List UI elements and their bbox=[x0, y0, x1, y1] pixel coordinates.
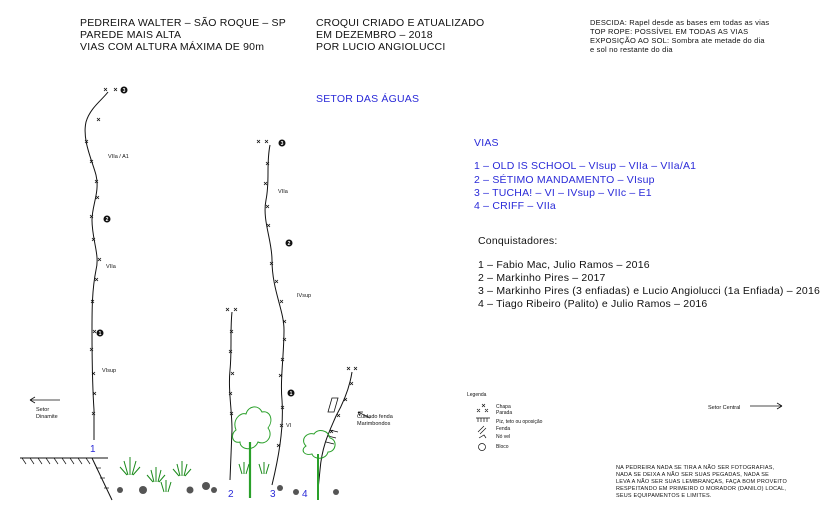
route-number-1: 1 bbox=[90, 444, 96, 455]
conqueror-item-4: 4 – Tiago Ribeiro (Palito) e Julio Ramos – 2016 bbox=[478, 298, 708, 310]
crack-icon bbox=[328, 398, 338, 412]
routes-heading: VIAS bbox=[474, 137, 499, 149]
footer-line-5: SEUS EQUIPAMENTOS E LIMITES. bbox=[616, 493, 712, 499]
pitch-markers bbox=[97, 87, 295, 397]
route-number-4: 4 bbox=[302, 489, 308, 500]
grade-r3-top: VIIa bbox=[278, 189, 288, 195]
footer-line-1: NA PEDREIRA NADA SE TIRA A NÃO SER FOTOGRAFIAS, bbox=[616, 465, 775, 471]
warning-label-2: Marimbondos bbox=[357, 421, 391, 427]
footer-line-2: NADA SE DEIXA A NÃO SER SUAS PEGADAS, NADA SE bbox=[616, 472, 769, 478]
sun-exposure-info-2: e sol no restante do dia bbox=[590, 45, 673, 54]
footer-line-3: LEVA A NÃO SER SUAS LEMBRANÇAS, FAÇA BOM PROVEITO bbox=[616, 479, 787, 485]
footer-line-4: RESPEITANDO EM PRIMEIRO O MORADOR (DANILO) LOCAL, bbox=[616, 486, 787, 492]
grade-r1-low: VIsup bbox=[102, 368, 117, 374]
ground-hatching bbox=[22, 458, 109, 488]
route-number-3: 3 bbox=[270, 489, 276, 500]
legend-label-fenda: Fenda bbox=[496, 426, 511, 432]
grade-r3-low: VI bbox=[286, 423, 292, 429]
left-sector-label-2: Dinamite bbox=[36, 414, 58, 420]
legend-label-parada: Parada bbox=[496, 410, 513, 416]
route-1-line bbox=[85, 92, 108, 440]
pitch-label-r1-3: 3 bbox=[122, 88, 126, 94]
sector-title: SETOR DAS ÁGUAS bbox=[316, 93, 420, 105]
legend-title: Legenda bbox=[467, 392, 487, 398]
route-item-3: 3 – TUCHA! – VI – IVsup – VIIc – E1 bbox=[474, 187, 652, 199]
roof-icon bbox=[476, 418, 490, 422]
route-item-1: 1 – OLD IS SCHOOL – VIsup – VIIa – VIIa/A1 bbox=[474, 160, 697, 172]
trees bbox=[233, 407, 336, 500]
max-height-note: VIAS COM ALTURA MÁXIMA DE 90m bbox=[80, 41, 265, 53]
knot-icon bbox=[479, 435, 486, 438]
descent-info: DESCIDA: Rapel desde as bases em todas as vias bbox=[590, 18, 770, 27]
conqueror-item-3: 3 – Markinho Pires (3 enfiadas) e Lucio Angiolucci (1a Enfiada) – 2016 bbox=[478, 285, 821, 297]
anchor-icon bbox=[477, 409, 488, 412]
credits-line-2: EM DEZEMBRO – 2018 bbox=[316, 29, 433, 41]
pitch-label-r3-3: 3 bbox=[280, 141, 284, 147]
legend-label-bloco: Bloco bbox=[496, 444, 509, 450]
crag-title: PEDREIRA WALTER – SÃO ROQUE – SP bbox=[80, 17, 286, 29]
legend-label-chapa: Chapa bbox=[496, 404, 511, 410]
grade-r1-top: VIIa / A1 bbox=[108, 154, 129, 160]
left-sector-label-1: Setor bbox=[36, 407, 50, 413]
route-number-2: 2 bbox=[228, 489, 234, 500]
pitch-label-r1-2: 2 bbox=[105, 217, 109, 223]
legend-label-teto: Piz, teto ou oposição bbox=[496, 419, 543, 425]
left-arrow-icon bbox=[30, 397, 60, 403]
bolt-marks bbox=[85, 88, 357, 447]
route-item-4: 4 – CRIFF – VIIa bbox=[474, 200, 556, 212]
block-icon bbox=[479, 444, 486, 451]
route-4-features bbox=[326, 398, 338, 444]
conquerors-heading: Conquistadores: bbox=[478, 235, 558, 247]
pitch-label-r3-2: 2 bbox=[287, 241, 291, 247]
conqueror-item-2: 2 – Markinho Pires – 2017 bbox=[478, 272, 606, 284]
crack-legend-icon bbox=[478, 426, 486, 434]
right-arrow-icon bbox=[750, 403, 782, 409]
conqueror-item-1: 1 – Fabio Mac, Julio Ramos – 2016 bbox=[478, 259, 650, 271]
route-item-2: 2 – SÉTIMO MANDAMENTO – VIsup bbox=[474, 174, 655, 186]
grade-r1-mid: VIIa bbox=[106, 264, 116, 270]
grade-r3-mid: IVsup bbox=[297, 293, 312, 299]
credits-line-1: CROQUI CRIADO E ATUALIZADO bbox=[316, 17, 485, 29]
legend bbox=[467, 392, 543, 451]
route-2-line bbox=[229, 312, 232, 480]
warning-label-1: Cuidado fenda bbox=[357, 414, 393, 420]
ground-slope bbox=[92, 458, 112, 500]
pitch-label-r3-1: 1 bbox=[289, 391, 293, 397]
toprope-info: TOP ROPE: POSSÍVEL EM TODAS AS VIAS bbox=[590, 27, 749, 36]
legend-label-no: Nó vel bbox=[496, 434, 511, 440]
sun-exposure-info: EXPOSIÇÃO AO SOL: Sombra ate metade do dia bbox=[590, 36, 765, 45]
tree-icon-1 bbox=[233, 407, 271, 449]
tree-icon-2 bbox=[303, 431, 335, 459]
credits-line-3: POR LUCIO ANGIOLUCCI bbox=[316, 41, 446, 53]
route-3-line bbox=[265, 145, 284, 485]
pitch-marker-labels bbox=[99, 88, 293, 397]
wall-subtitle: PAREDE MAIS ALTA bbox=[80, 29, 182, 41]
bolt-icon bbox=[482, 404, 485, 407]
right-sector-label: Setor Central bbox=[708, 405, 741, 411]
pitch-label-r1-1: 1 bbox=[98, 331, 102, 337]
